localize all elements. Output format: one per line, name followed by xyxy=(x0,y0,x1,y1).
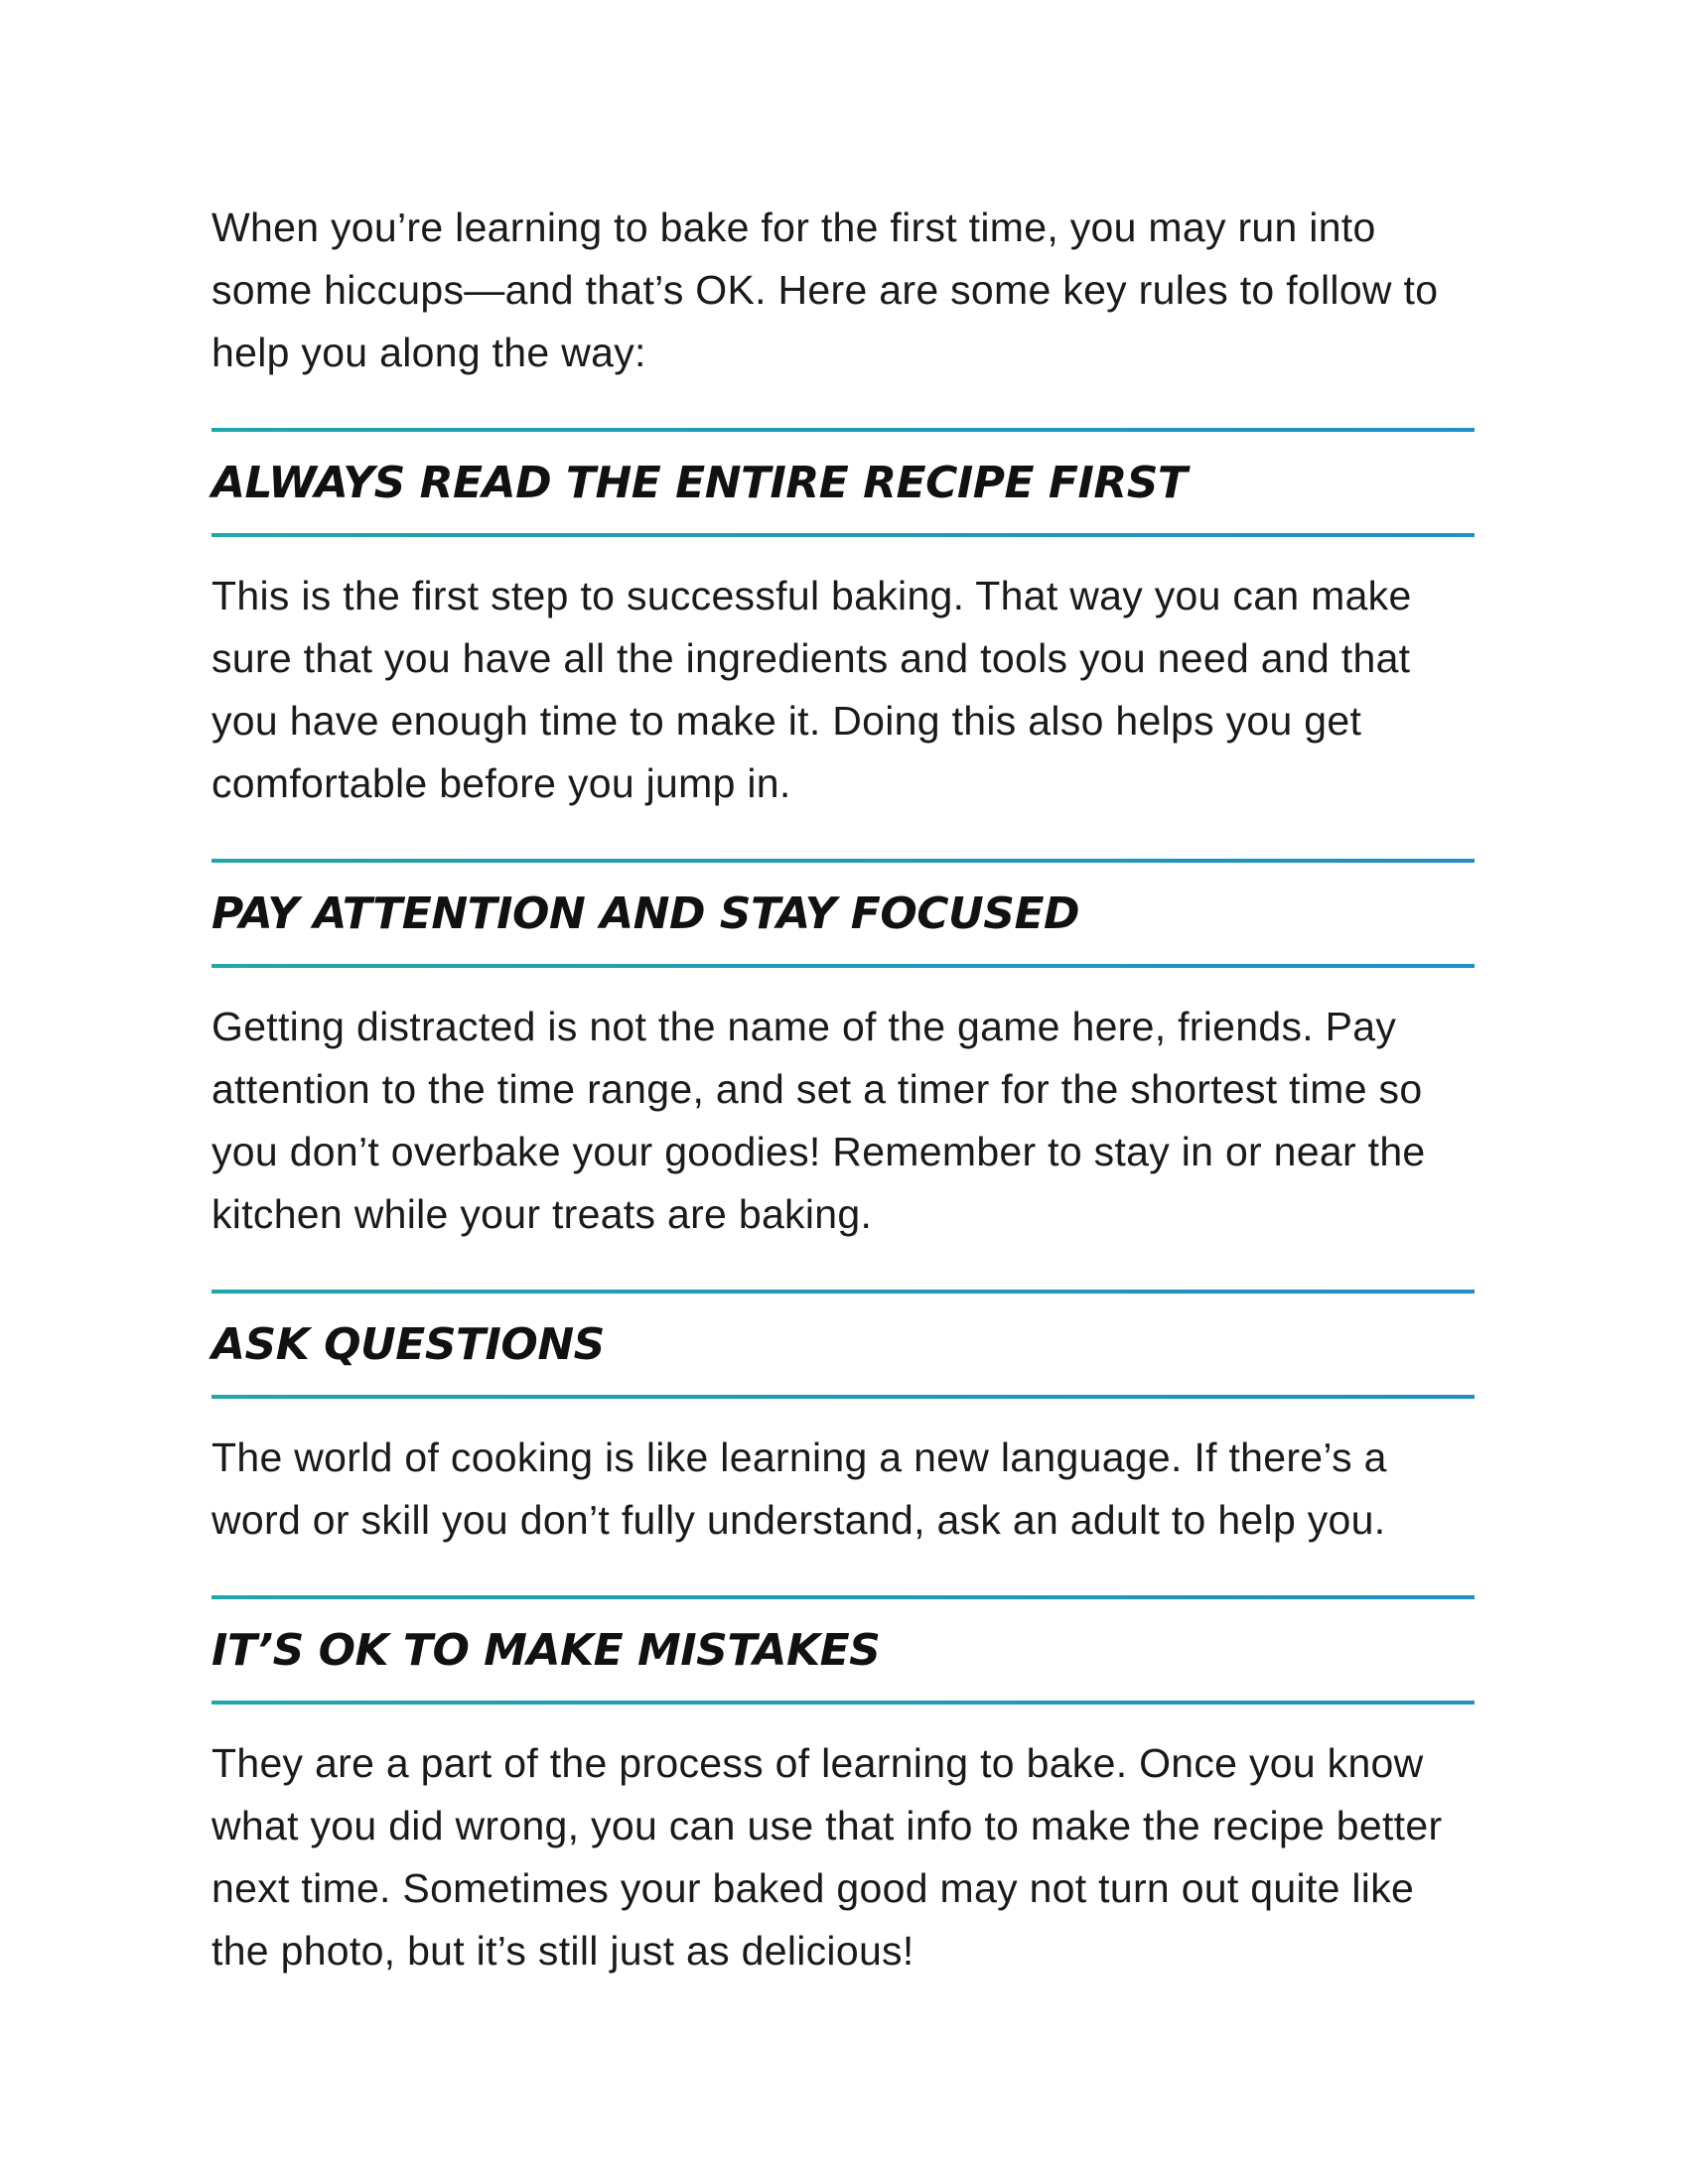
section-heading: ALWAYS READ THE ENTIRE RECIPE FIRST xyxy=(211,457,1188,508)
section-rule-bottom xyxy=(211,964,1475,968)
section-pay-attention xyxy=(211,859,1475,1246)
section-heading: PAY ATTENTION AND STAY FOCUSED xyxy=(211,887,1080,939)
section-body: This is the first step to successful baking. That way you can make sure that you have all the ingredients and tools you need and that you have enough time to make it. Doing this also helps you get comfortable before you jump in. xyxy=(211,573,1412,806)
section-body: Getting distracted is not the name of the game here, friends. Pay attention to the time range, and set a timer for the shortest time so you don’t overbake your goodies! Remember to stay in or near the kitchen while your treats are baking. xyxy=(211,1004,1426,1237)
section-mistakes xyxy=(211,1595,1475,1982)
section-heading: ASK QUESTIONS xyxy=(211,1318,605,1370)
intro-paragraph: When you’re learning to bake for the first time, you may run into some hiccups—and that’s OK. Here are some key rules to follow to help you along the way: xyxy=(211,205,1439,375)
section-rule-bottom xyxy=(211,1395,1475,1399)
section-read-recipe xyxy=(211,428,1475,815)
section-heading: IT’S OK TO MAKE MISTAKES xyxy=(211,1624,881,1676)
document-page xyxy=(211,197,1475,1982)
section-body: They are a part of the process of learning to bake. Once you know what you did wrong, you can use that info to make the recipe better next time. Sometimes your baked good may not turn out quite like the photo, but it’s still just as delicious! xyxy=(211,1740,1443,1974)
section-ask-questions xyxy=(211,1290,1475,1552)
section-rule-bottom xyxy=(211,1701,1475,1705)
section-body: The world of cooking is like learning a new language. If there’s a word or skill you don’t fully understand, ask an adult to help you. xyxy=(211,1434,1387,1543)
section-rule-bottom xyxy=(211,533,1475,537)
